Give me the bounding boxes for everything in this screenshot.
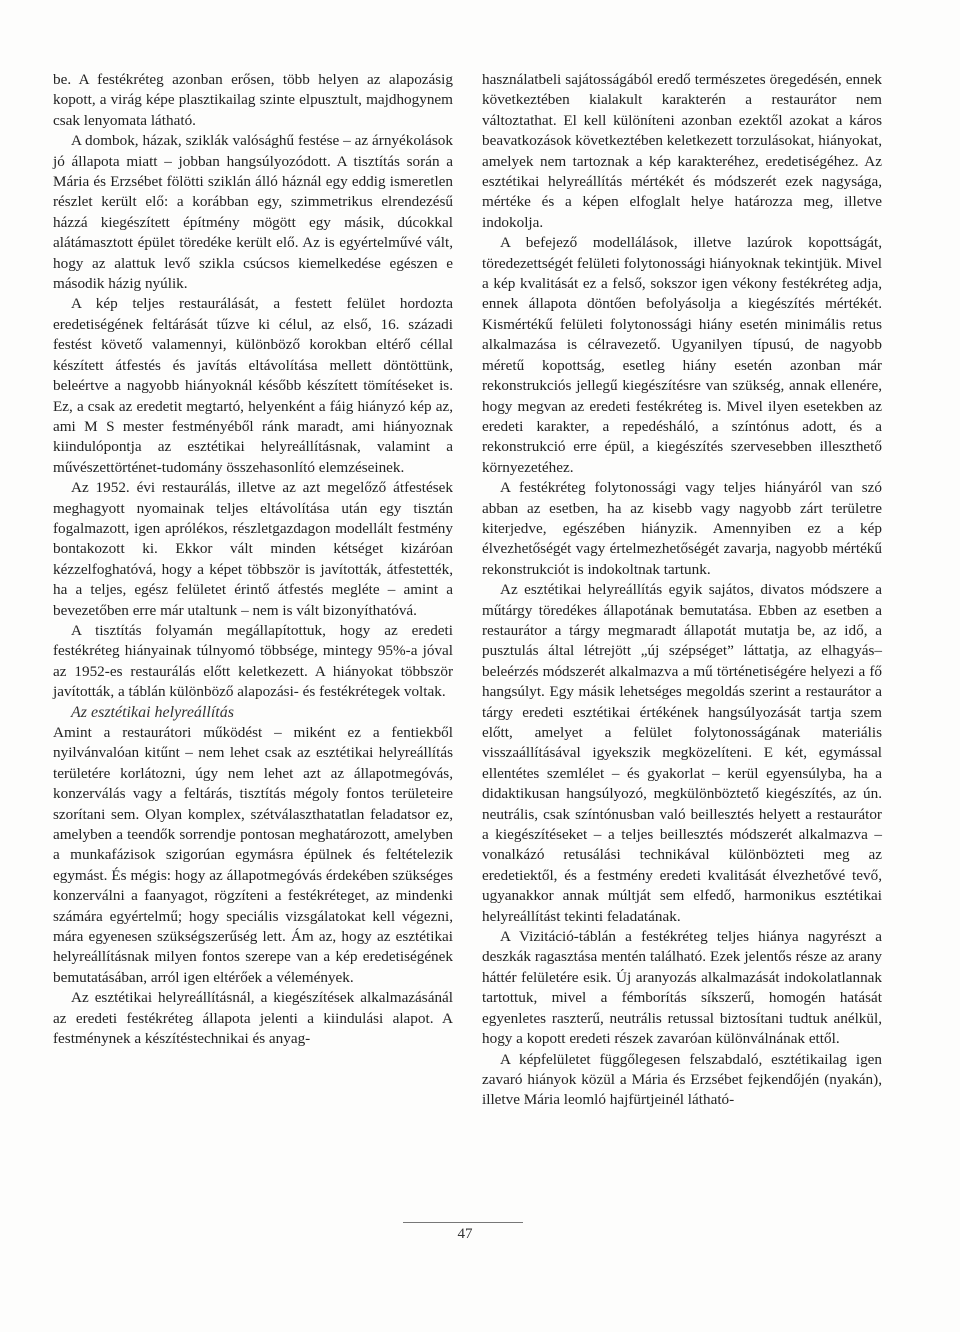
paragraph: Az 1952. évi restaurálás, illetve az azt megelőző átfestések meghagyott nyomainak teljes eltávolítása után egy tisztán fogalmazott, igen aprólékos, részletgazdagon modellált festmény bontakozott ki. Ekkor vált minden kétséget kizáróan kézzelfoghatóvá, hogy a képet többször is javították, átfestették, ha a teljes, egész felületet érintő átfestés megléte – amint a bevezetőben erre már utaltunk – nem is vált bizonyíthatóvá.: [53, 479, 453, 619]
page-number: 47: [457, 1226, 473, 1242]
paragraph: A képfelületet függőlegesen felszabdaló, esztétikailag igen zavaró hiányok közül a Mária és Erzsébet fejkendőjén (nyakán), illetve Mária leomló hajfürtjeinél látható-: [482, 1050, 882, 1109]
paragraph: Az esztétikai helyreállításnál, a kiegészítések alkalmazásánál az eredeti festékréteg állapota jelenti a kiindulási alapot. A festménynek a készítéstechnikai és anyag-: [53, 989, 453, 1048]
paragraph: A befejező modellálások, illetve lazúrok kopottságát, töredezettségét felületi folytonossági hiányoknak tekintjük. Mivel a kép kvalitását ez a felső, sokszor igen vékony festékréteg adja, ennek állapota döntően befolyásolja a kiegészítés mértékét. Kismértékű felületi folytonossági hiány esetén minimális retus alkalmazása is célravezető. Ugyanilyen típusú, de nagyobb méretű kopottság, esetleg hiány esetén azonban már rekonstrukciós jellegű kiegészítésre van szükség, annak ellenére, hogy megvan az eredeti festékréteg is. Mivel ilyen esetekben az eredeti karakter, a repedésháló, a színtónus adott, és a rekonstrukció erre épül, a kiegészítés szervesebben illeszthető környezetéhez.: [482, 234, 882, 476]
paragraph: be. A festékréteg azonban erősen, több helyen az alapozásig kopott, a virág képe plasztikailag szinte elpusztult, majdhogynem csak lenyomata látható.: [53, 71, 453, 129]
paragraph: A Vizitáció-táblán a festékréteg teljes hiánya nagyrészt a deszkák ragasztása mentén található. Ezek jelentős része az arany háttér felületére esik. Új aranyozás alkalmazását indokolatlannak tartottuk, mivel a fémborítás síkszerű, homogén hatását egyenletes raszterű, neutrális retussal biztosítani tudtuk anélkül, hogy a kopott eredeti részek zavaróan különválnának ettől.: [482, 928, 882, 1048]
paragraph: használatbeli sajátosságából eredő természetes öregedésén, ennek következtében kialakult karakterén a restaurátor nem változtathat. El kell különíteni azonban ezektől azokat a káros beavatkozások következtében keletkezett torzulásokat, hiányokat, amelyek nem tartoznak a kép karakteréhez, eredetiségéhez. Az esztétikai helyreállítás mértékét és módszerét ezek nagysága, mértéke és a képen elfoglalt helye határozza meg, illetve indokolja.: [482, 71, 882, 231]
paragraph: Az esztétikai helyreállítás egyik sajátos, divatos módszere a műtárgy töredékes állapotának bemutatása. Ebben az esetben a restaurátor a tárgy megmaradt állapotát mutatja be, az idő, a pusztulás által létrejött „új szépséget” láttatja, az elhagyás–beleérzés módszerét alkalmazva a mű történetiségére helyezi a fő hangsúlyt. Egy másik lehetséges megoldás szerint a restaurátor a tárgy eredeti esztétikai értékének hangsúlyozását tartja szem előtt, amelyet a felület folytonosságának materiális visszaállításával igyekszik megközelíteni. E két, egymással ellentétes szemlélet – és gyakorlat – kerül egyensúlyba, ha a didaktikusan hangsúlyozó, megkülönböztető kiegészítés, az ún. neutrális, csak színtónusban való beillesztés helyett a restaurátor a kiegészítéseket – a teljes beillesztés módszerét alkalmazva – vonalkázó retusálási technikával különbözteti meg az eredetiektől, és a festmény eredeti kvalitását élvezhetővé tevő, ugyanakkor annak múltját sem elfedő, harmonikus esztétikai helyreállítást tekinti feladatának.: [482, 581, 882, 925]
section-heading: Az esztétikai helyreállítás: [71, 703, 234, 721]
paragraph: A tisztítás folyamán megállapítottuk, hogy az eredeti festékréteg hiányainak túlnyomó többsége, mintegy 95%-a jóval az 1952-es restaurálás előtt keletkezett. A hiányokat többször javították, a táblán különböző alapozási- és festékrétegek voltak.: [53, 621, 453, 701]
paragraph: A dombok, házak, sziklák valósághű festése – az árnyékolások jó állapota miatt – jobban hangsúlyozódott. A tisztítás során a Mária és Erzsébet fölötti sziklán álló háznál egy eddig ismeretlen részlet került elő: a korábban egy, szimmetrikus elrendezésű házzá kiegészített építmény mögött egy másik, dúcokkal alátámasztott épület töredéke került elő. Az is egyértelművé vált, hogy az alattuk levő szikla csúcsos kiemelkedése egészen e második házig nyúlik.: [53, 132, 453, 293]
right-column: [482, 70, 882, 1111]
paragraph: A festékréteg folytonossági vagy teljes hiányáról van szó abban az esetben, ha az kisebb vagy nagyobb zárt területre kiterjedve, egészében hiányzik. Amennyiben ez a kép élvezhetőségét vagy értelmezhetőségét zavarja, nagyobb mértékű rekonstrukciót is indokoltnak tartunk.: [482, 479, 882, 578]
left-column: [53, 70, 453, 1050]
footer-rule: [403, 1222, 523, 1223]
paragraph: Amint a restaurátori működést – miként ez a fentiekből nyilvánvalóan kitűnt – nem lehet csak az esztétikai helyreállítás területére korlátozni, úgy nem lehet azt az állapotmegóvás, konzerválás vagy a feltárás, tisztítás mégoly fontos területeire szorítani sem. Olyan komplex, szétválaszthatatlan feladatsor ez, amelyben a teendők sorrendje pontosan meghatározott, amelyben a munkafázisok szigorúan egymásra épülnek és feltételezik egymást. És mégis: hogy az állapotmegóvás érdekében szükséges konzerválni a faanyagot, rögzíteni a festékréteget, az mindenki számára egyértelmű; hogy speciális vizsgálatokat kell végezni, mára egyenesen szükségszerűség lett. Ám az, hogy az esztétikai helyreállításnak milyen fontos szerepe van a kép eredetiségének bemutatásában, arról igen eltérőek a vélemények.: [53, 724, 453, 986]
paragraph: A kép teljes restaurálását, a festett felület hordozta eredetiségének feltárását tűzve ki célul, az első, 16. századi festést követő valamennyi, különböző korokban eltérő céllal készített átfestés és javítás eltávolítása mellett döntöttünk, beleértve a nagyobb hiányoknál később készített tömítéseket is. Ez, a csak az eredetit megtartó, helyenként a fáig hiányzó kép az, ami M S mester festményéből ránk maradt, ami hiányoznak kiindulópontja az esztétikai helyreállításnak, valamint a művészettörténet-tudomány összehasonlító elemzéseinek.: [53, 295, 453, 476]
